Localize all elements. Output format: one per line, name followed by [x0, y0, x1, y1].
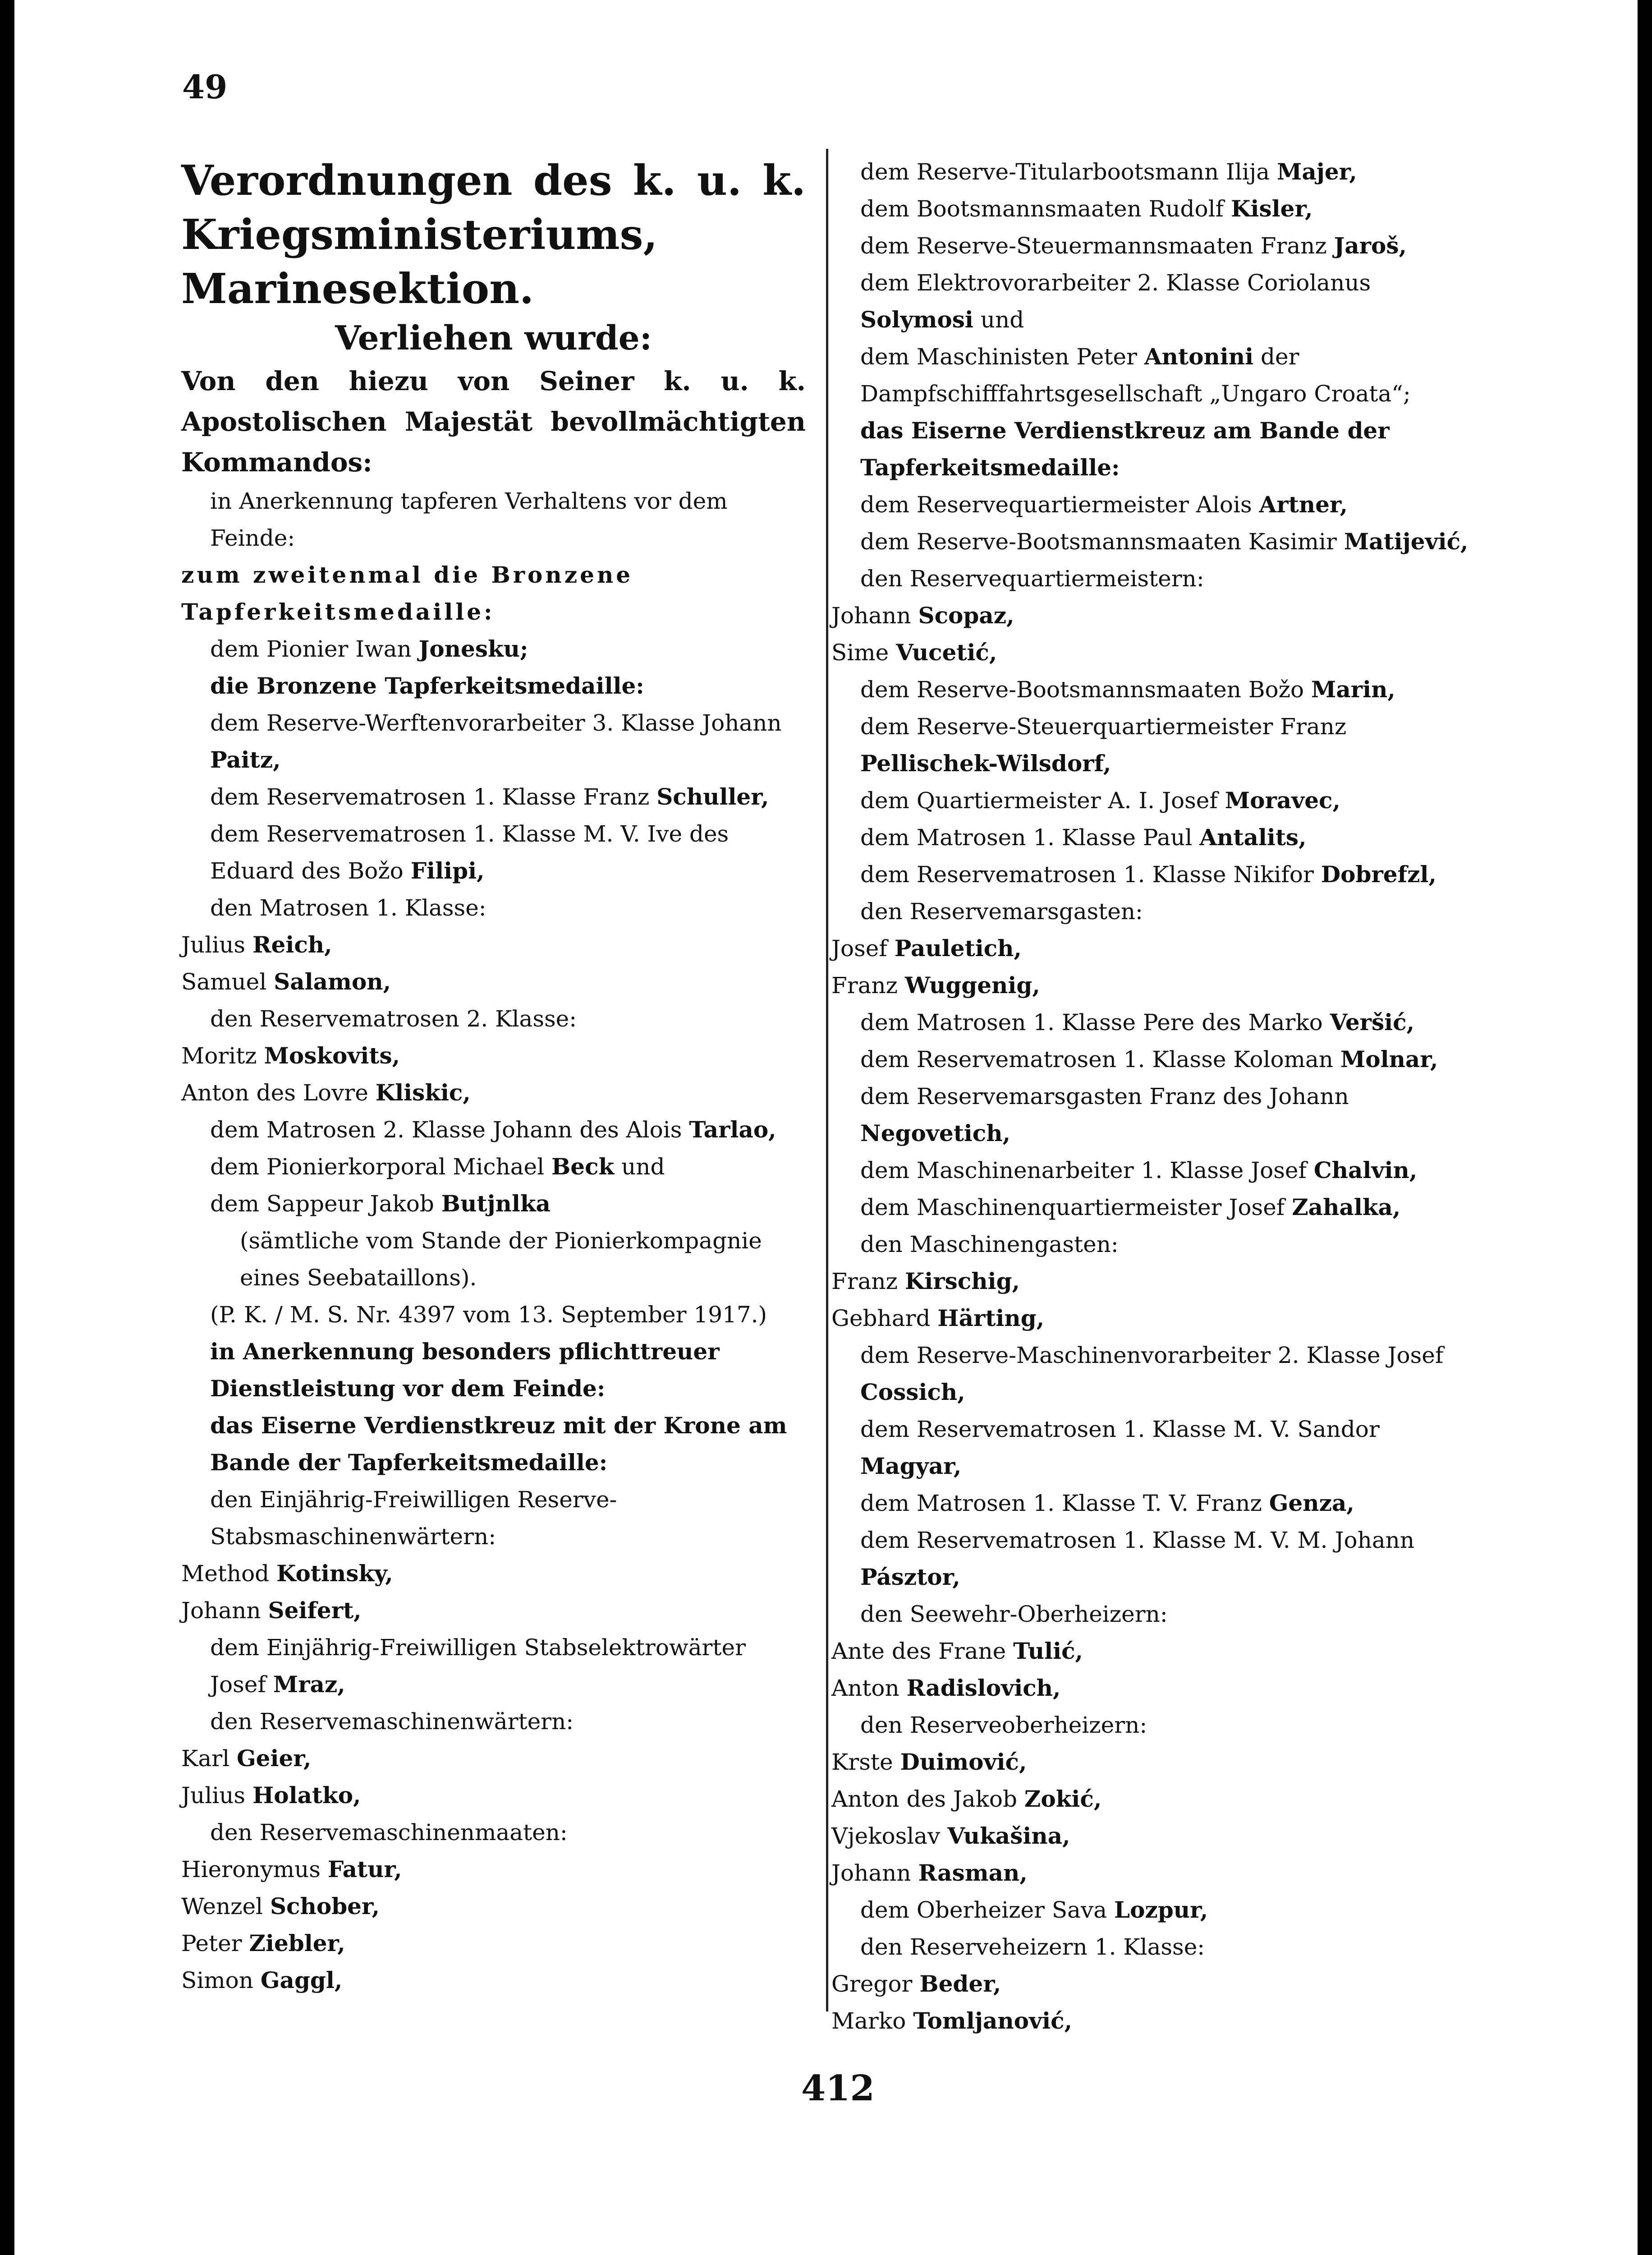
list-item: Sime Vucetić,: [831, 639, 997, 666]
list-item: Franz Wuggenig,: [831, 972, 1040, 999]
list-item: Gregor Beder,: [831, 1970, 1001, 1997]
award-heading: zum zweitenmal die Bronzene Tapferkeitsmedaille:: [181, 561, 633, 625]
list-item: dem Reserve-Titularbootsmann Ilija Majer,: [860, 158, 1357, 185]
person-name: Scopaz,: [918, 602, 1014, 629]
person-name: Genza,: [1269, 1490, 1354, 1516]
list-item: dem Reservequartiermeister Alois Artner,: [860, 491, 1348, 518]
person-name: Seifert,: [268, 1597, 362, 1624]
person-name: Schuller,: [656, 783, 769, 810]
person-name: Dobrefzl,: [1321, 861, 1436, 888]
list-item: Vjekoslav Vukašina,: [831, 1822, 1070, 1849]
person-name: Beck: [551, 1153, 615, 1180]
person-name: Cossich,: [860, 1379, 965, 1405]
list-item: Franz Kirschig,: [831, 1268, 1020, 1294]
authority-heading: Von den hiezu von Seiner k. u. k. Apostolischen Majestät bevollmächtigten Kommandos:: [181, 366, 806, 478]
person-name: Antalits,: [1199, 824, 1307, 851]
page-number-bottom: 412: [801, 2068, 875, 2109]
list-item: Karl Geier,: [181, 1745, 312, 1772]
group-label: den Reserveheizern 1. Klasse:: [860, 1934, 1205, 1960]
group-label: den Reservemaschinenmaaten:: [210, 1819, 568, 1845]
person-name: Antonini: [1144, 343, 1254, 370]
list-item: Anton des Jakob Zokić,: [831, 1786, 1102, 1812]
section-title: Verordnungen des k. u. k. Kriegsministeriums, Marinesektion.: [181, 156, 806, 313]
person-name: Vucetić,: [896, 639, 997, 666]
award-reason: in Anerkennung tapferen Verhaltens vor dem Feinde:: [210, 488, 728, 551]
list-item: dem Reservematrosen 1. Klasse M. V. M. Johann Pásztor,: [860, 1527, 1415, 1590]
person-name: Pásztor,: [860, 1564, 960, 1590]
subtitle: Verliehen wurde:: [335, 319, 652, 358]
list-item: dem Reserve-Bootsmannsmaaten Božo Marin,: [860, 676, 1395, 703]
person-name: Mraz,: [273, 1671, 345, 1698]
reference: (P. K. / M. S. Nr. 4397 vom 13. September 1917.): [210, 1302, 767, 1328]
group-label: den Matrosen 1. Klasse:: [210, 895, 486, 921]
list-item: dem Elektrovorarbeiter 2. Klasse Coriolanus Solymosi und: [860, 270, 1371, 333]
person-name: Gaggl,: [260, 1967, 343, 1993]
person-name: Paitz,: [210, 746, 281, 773]
list-item: dem Matrosen 1. Klasse Paul Antalits,: [860, 824, 1307, 851]
note: (sämtliche vom Stande der Pionierkompagnie eines Seebataillons).: [240, 1228, 762, 1291]
list-item: dem Reserve-Bootsmannsmaaten Kasimir Matijević,: [860, 528, 1468, 555]
person-name: Jaroš,: [1334, 232, 1407, 259]
left-column: [181, 153, 806, 1999]
person-name: Moskovits,: [264, 1042, 400, 1069]
person-name: Schober,: [270, 1893, 380, 1919]
list-item: dem Reserve-Maschinenvorarbeiter 2. Klasse Josef Cossich,: [860, 1342, 1444, 1405]
person-name: Lozpur,: [1114, 1896, 1208, 1923]
list-item: Josef Pauletich,: [831, 935, 1022, 962]
person-name: Marin,: [1311, 676, 1395, 703]
person-name: Salamon,: [274, 968, 391, 995]
list-item: dem Maschinenquartiermeister Josef Zahalka,: [860, 1194, 1401, 1220]
person-name: Zokić,: [1024, 1786, 1102, 1812]
list-item: Ante des Frane Tulić,: [831, 1638, 1083, 1664]
person-name: Beder,: [919, 1970, 1001, 1997]
person-name: Duimović,: [900, 1749, 1027, 1775]
person-name: Solymosi: [860, 306, 973, 333]
list-item: dem Pionierkorporal Michael Beck und: [210, 1153, 665, 1180]
list-item: Julius Reich,: [181, 931, 332, 958]
list-item: dem Oberheizer Sava Lozpur,: [860, 1896, 1208, 1923]
person-name: Reich,: [252, 931, 332, 958]
award-heading: die Bronzene Tapferkeitsmedaille:: [210, 672, 644, 699]
list-item: dem Reserve-Steuerquartiermeister Franz Pellischek-Wilsdorf,: [860, 713, 1347, 777]
person-name: Chalvin,: [1313, 1157, 1418, 1183]
group-label: den Reserveoberheizern:: [860, 1712, 1147, 1738]
column-divider: [826, 149, 828, 2011]
document-page: [14, 0, 1638, 2255]
person-name: Butjnlka: [441, 1190, 551, 1217]
list-item: dem Einjährig-Freiwilligen Stabselektrowärter Josef Mraz,: [210, 1634, 746, 1698]
list-item: dem Matrosen 1. Klasse T. V. Franz Genza,: [860, 1490, 1354, 1516]
list-item: dem Reservematrosen 1. Klasse Franz Schuller,: [210, 783, 769, 810]
person-name: Pauletich,: [894, 935, 1022, 962]
group-label: den Einjährig-Freiwilligen Reserve-Stabsmaschinenwärtern:: [210, 1486, 617, 1550]
list-item: dem Reservematrosen 1. Klasse Koloman Molnar,: [860, 1046, 1438, 1072]
list-item: Hieronymus Fatur,: [181, 1856, 402, 1882]
person-name: Kotinsky,: [276, 1560, 393, 1587]
list-item: Anton Radislovich,: [831, 1675, 1061, 1701]
person-name: Ziebler,: [249, 1930, 345, 1956]
list-item: Johann Seifert,: [181, 1597, 362, 1624]
list-item: Johann Scopaz,: [831, 602, 1014, 629]
list-item: Gebhard Härting,: [831, 1305, 1045, 1331]
person-name: Rasman,: [918, 1859, 1028, 1886]
list-item: dem Matrosen 2. Klasse Johann des Alois Tarlao,: [210, 1116, 776, 1143]
list-item: Peter Ziebler,: [181, 1930, 345, 1956]
person-name: Magyar,: [860, 1453, 962, 1479]
person-name: Veršić,: [1330, 1009, 1414, 1035]
person-name: Radislovich,: [906, 1675, 1061, 1701]
person-name: Jonesku;: [418, 635, 528, 662]
person-name: Kliskic,: [375, 1079, 471, 1106]
person-name: Vukašina,: [947, 1822, 1070, 1849]
group-label: den Reservequartiermeistern:: [860, 566, 1204, 592]
list-item: dem Sappeur Jakob Butjnlka: [210, 1190, 551, 1217]
person-name: Fatur,: [327, 1856, 402, 1882]
list-item: Moritz Moskovits,: [181, 1042, 400, 1069]
person-name: Negovetich,: [860, 1120, 1010, 1146]
person-name: Majer,: [1277, 158, 1357, 185]
list-item: dem Reservematrosen 1. Klasse Nikifor Dobrefzl,: [860, 861, 1436, 888]
list-item: dem Reservematrosen 1. Klasse M. V. Ive des Eduard des Božo Filipi,: [210, 821, 729, 884]
person-name: Wuggenig,: [904, 972, 1040, 999]
person-name: Filipi,: [410, 857, 485, 884]
person-name: Tarlao,: [689, 1116, 776, 1143]
list-item: dem Bootsmannsmaaten Rudolf Kisler,: [860, 195, 1313, 222]
list-item: dem Reservemarsgasten Franz des Johann Negovetich,: [860, 1083, 1349, 1146]
person-name: Artner,: [1259, 491, 1348, 518]
person-name: Kisler,: [1231, 195, 1313, 222]
list-item: Marko Tomljanović,: [831, 2007, 1073, 2034]
person-name: Tulić,: [1013, 1638, 1083, 1664]
person-name: Pellischek-Wilsdorf,: [860, 750, 1111, 777]
person-name: Geier,: [236, 1745, 312, 1772]
person-name: Härting,: [937, 1305, 1045, 1331]
list-item: Johann Rasman,: [831, 1859, 1028, 1886]
award-reason: in Anerkennung besonders pflichttreuer Dienstleistung vor dem Feinde:: [210, 1338, 720, 1402]
list-item: dem Pionier Iwan Jonesku;: [210, 635, 528, 662]
person-name: Zahalka,: [1292, 1194, 1401, 1220]
list-item: dem Reserve-Werftenvorarbeiter 3. Klasse Johann Paitz,: [210, 710, 782, 773]
award-heading: das Eiserne Verdienstkreuz am Bande der Tapferkeitsmedaille:: [860, 417, 1390, 481]
list-item: Krste Duimović,: [831, 1749, 1027, 1775]
person-name: Moravec,: [1225, 787, 1340, 814]
page-number-top: 49: [182, 68, 228, 106]
list-item: dem Reservematrosen 1. Klasse M. V. Sandor Magyar,: [860, 1416, 1380, 1479]
group-label: den Reservemaschinenwärtern:: [210, 1708, 574, 1735]
person-name: Matijević,: [1344, 528, 1468, 555]
list-item: dem Quartiermeister A. I. Josef Moravec,: [860, 787, 1340, 814]
person-name: Holatko,: [252, 1782, 361, 1809]
list-item: Wenzel Schober,: [181, 1893, 380, 1919]
list-item: Anton des Lovre Kliskic,: [181, 1079, 471, 1106]
group-label: den Maschinengasten:: [860, 1231, 1119, 1257]
person-name: Tomljanović,: [913, 2007, 1073, 2034]
list-item: Simon Gaggl,: [181, 1967, 343, 1993]
list-item: Samuel Salamon,: [181, 968, 391, 995]
list-item: Method Kotinsky,: [181, 1560, 393, 1587]
right-column: [831, 153, 1481, 2039]
group-label: den Reservemarsgasten:: [860, 898, 1143, 925]
list-item: Julius Holatko,: [181, 1782, 361, 1809]
list-item: dem Reserve-Steuermannsmaaten Franz Jaroš,: [860, 232, 1407, 259]
list-item: dem Maschinenarbeiter 1. Klasse Josef Chalvin,: [860, 1157, 1418, 1183]
group-label: den Reservematrosen 2. Klasse:: [210, 1006, 577, 1032]
list-item: dem Maschinisten Peter Antonini der Dampfschifffahrtsgesellschaft „Ungaro Croata“;: [860, 343, 1411, 407]
person-name: Molnar,: [1340, 1046, 1438, 1072]
person-name: Kirschig,: [904, 1268, 1020, 1294]
award-heading: das Eiserne Verdienstkreuz mit der Krone am Bande der Tapferkeitsmedaille:: [210, 1412, 787, 1476]
group-label: den Seewehr-Oberheizern:: [860, 1601, 1168, 1627]
list-item: dem Matrosen 1. Klasse Pere des Marko Veršić,: [860, 1009, 1414, 1035]
